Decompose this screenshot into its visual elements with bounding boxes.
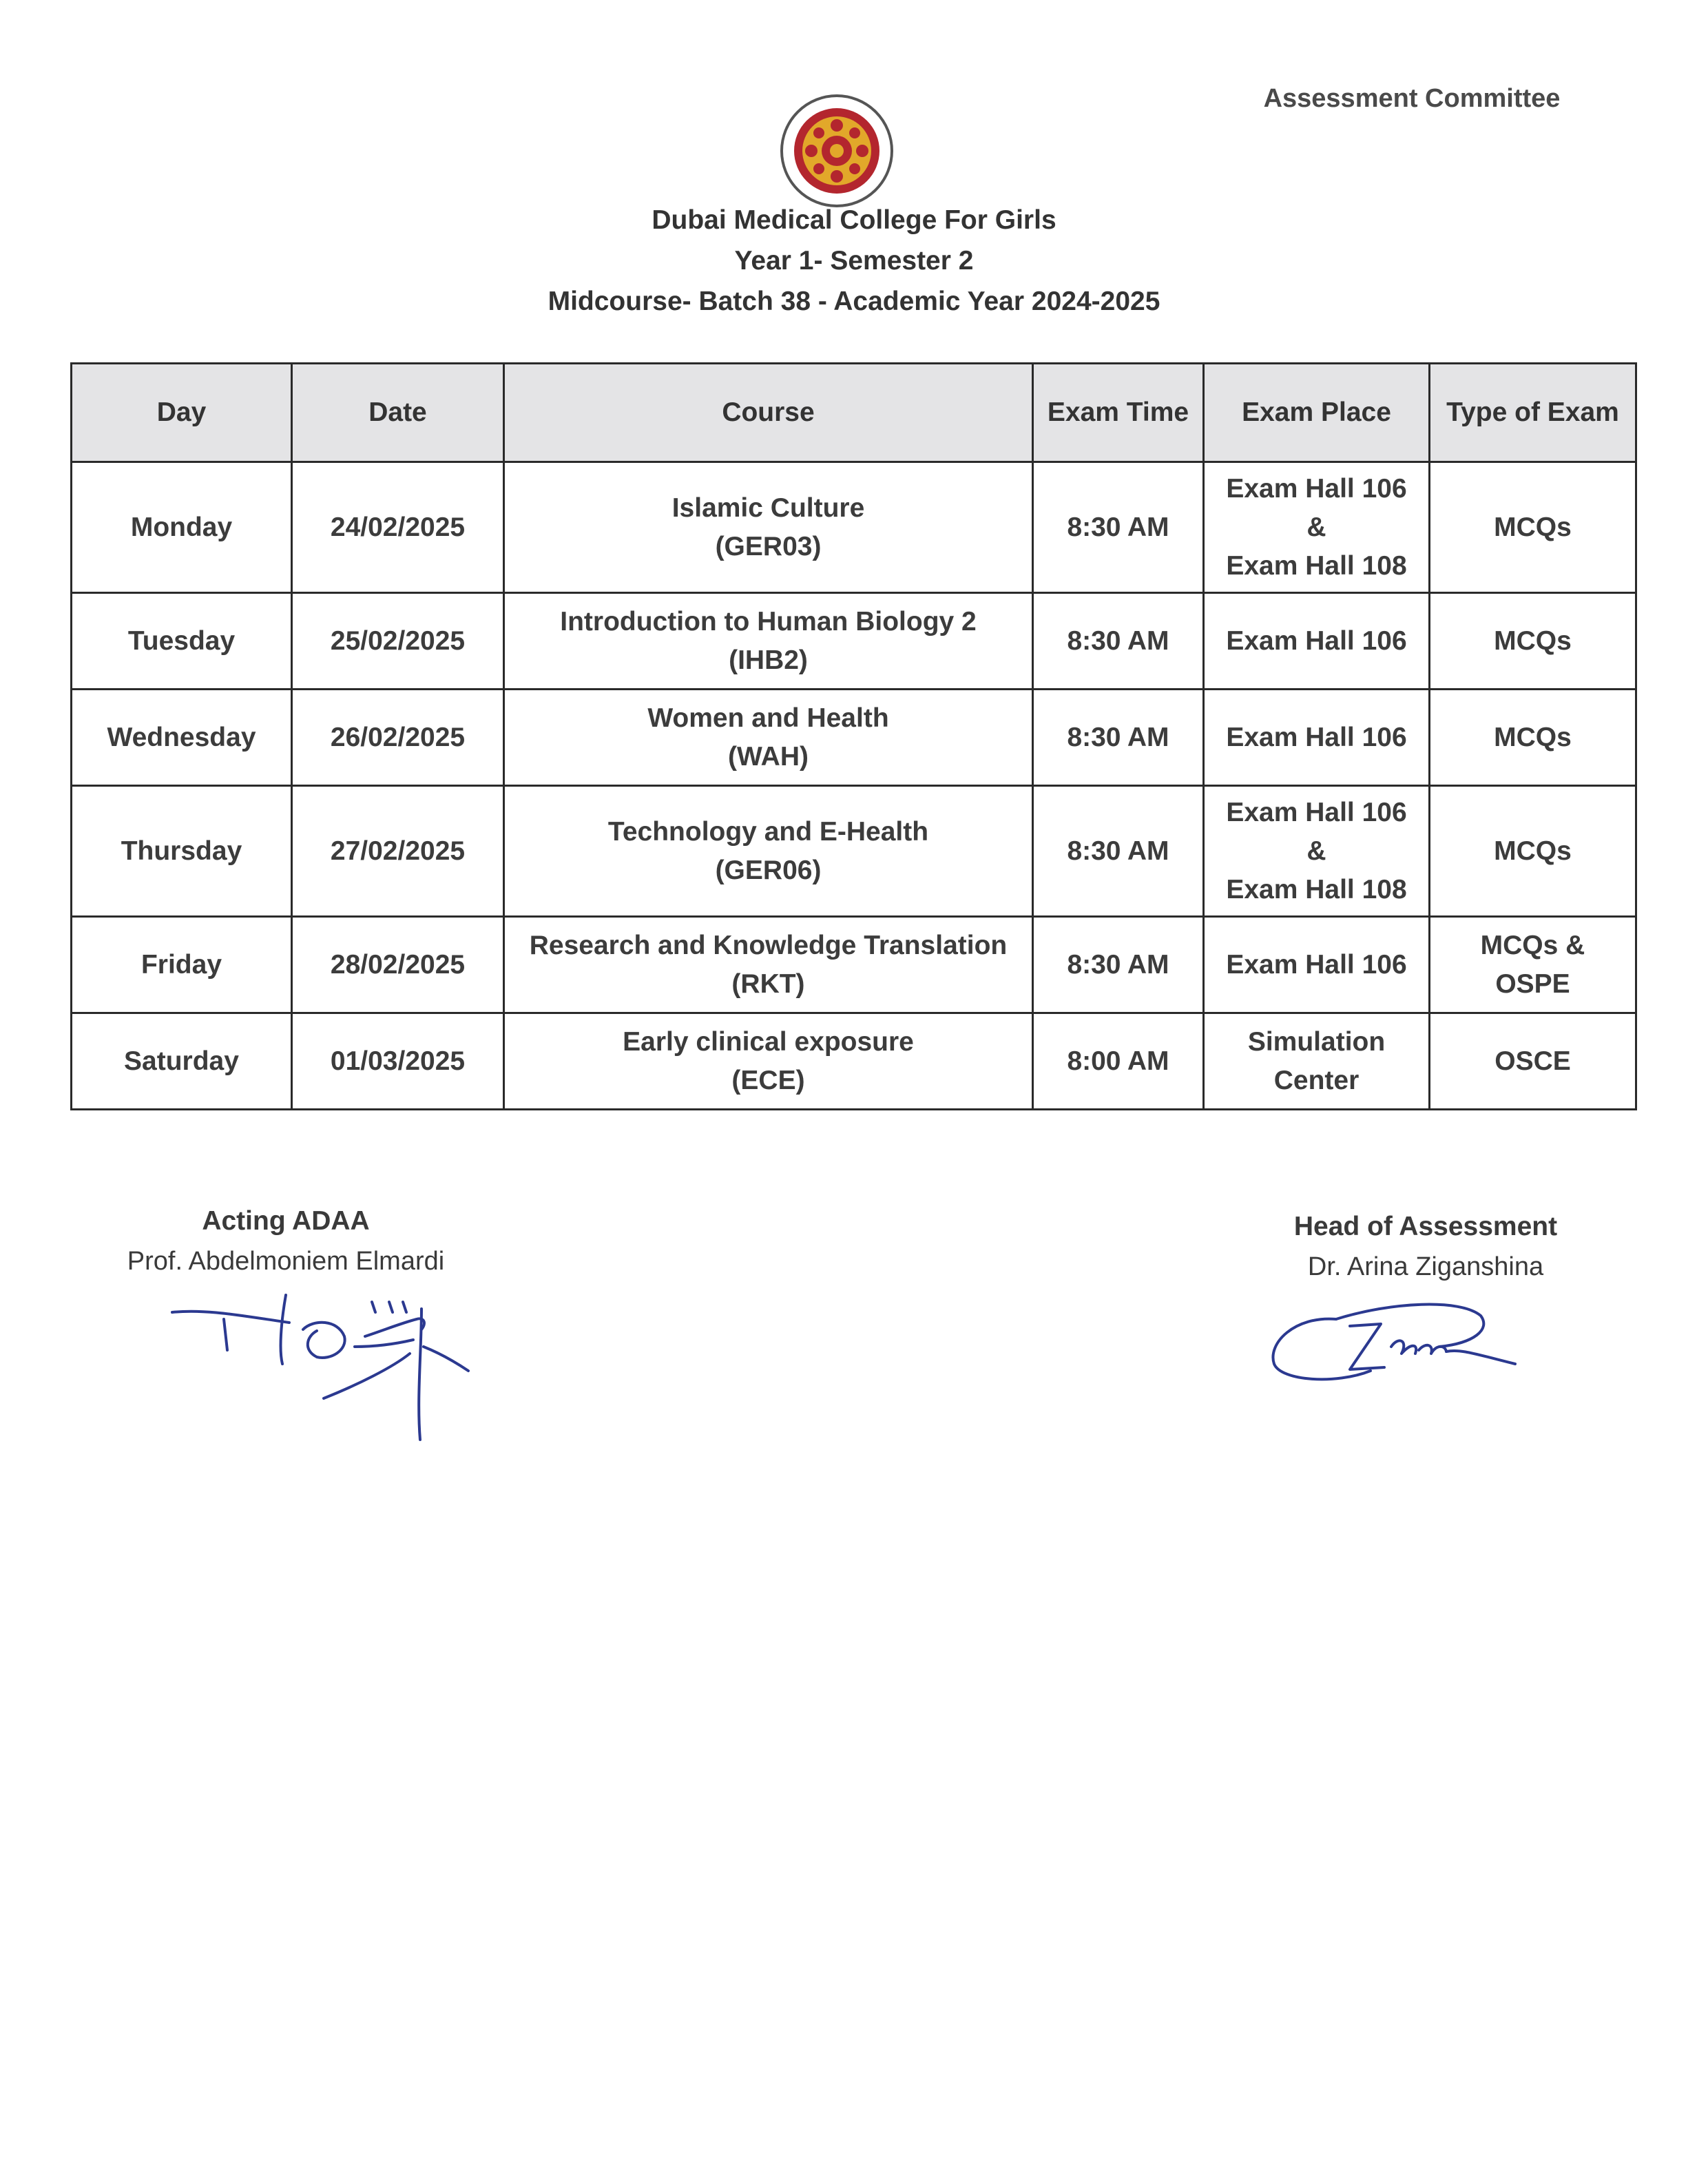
column-header-day: Day bbox=[72, 364, 292, 462]
course-name: Islamic Culture bbox=[671, 493, 865, 523]
place-line: Exam Hall 106 bbox=[1226, 473, 1407, 504]
year-semester: Year 1- Semester 2 bbox=[734, 246, 974, 276]
type-line: MCQs bbox=[1494, 722, 1572, 752]
right-signatory bbox=[1233, 1207, 1618, 1287]
day-cell: Thursday bbox=[72, 786, 292, 917]
exam-title: Midcourse- Batch 38 - Academic Year 2024-2025 bbox=[548, 287, 1160, 316]
place-line: Exam Hall 106 bbox=[1226, 949, 1407, 980]
date-cell: 28/02/2025 bbox=[292, 917, 504, 1013]
committee-label: Assessment Committee bbox=[1263, 84, 1561, 113]
college-logo bbox=[778, 92, 895, 209]
place-line: Exam Hall 106 bbox=[1226, 722, 1407, 752]
place-line: Simulation bbox=[1247, 1026, 1386, 1057]
course-name: Introduction to Human Biology 2 bbox=[560, 606, 977, 636]
type-cell bbox=[1430, 917, 1636, 1013]
place-line: & bbox=[1306, 512, 1326, 542]
column-header-course: Course bbox=[504, 364, 1033, 462]
signatory-name: Prof. Abdelmoniem Elmardi bbox=[127, 1247, 445, 1276]
column-header-date: Date bbox=[292, 364, 504, 462]
left-signatory bbox=[90, 1201, 482, 1281]
time-cell: 8:30 AM bbox=[1033, 690, 1204, 786]
course-name: Technology and E-Health bbox=[607, 816, 929, 847]
place-cell bbox=[1204, 462, 1430, 593]
date-cell: 01/03/2025 bbox=[292, 1013, 504, 1110]
time-cell: 8:30 AM bbox=[1033, 462, 1204, 593]
table-row bbox=[72, 462, 1636, 593]
table-header-row bbox=[72, 364, 1636, 462]
course-code: (GER06) bbox=[715, 855, 822, 885]
course-code: (GER03) bbox=[715, 531, 822, 561]
course-cell bbox=[504, 690, 1033, 786]
table-row bbox=[72, 917, 1636, 1013]
type-line: OSPE bbox=[1495, 969, 1570, 999]
course-code: (ECE) bbox=[731, 1065, 805, 1095]
signatory-name: Dr. Arina Ziganshina bbox=[1307, 1252, 1544, 1281]
time-cell: 8:30 AM bbox=[1033, 786, 1204, 917]
place-cell bbox=[1204, 917, 1430, 1013]
course-code: (WAH) bbox=[728, 741, 809, 772]
course-cell bbox=[504, 462, 1033, 593]
table-row bbox=[72, 593, 1636, 690]
course-name: Early clinical exposure bbox=[623, 1026, 914, 1057]
document-titles bbox=[0, 200, 1708, 322]
type-line: MCQs bbox=[1494, 625, 1572, 656]
day-cell: Friday bbox=[72, 917, 292, 1013]
type-cell bbox=[1430, 462, 1636, 593]
time-cell: 8:00 AM bbox=[1033, 1013, 1204, 1110]
day-cell: Monday bbox=[72, 462, 292, 593]
type-line: MCQs bbox=[1494, 836, 1572, 866]
place-line: Exam Hall 108 bbox=[1226, 550, 1407, 581]
course-cell bbox=[504, 593, 1033, 690]
course-cell bbox=[504, 917, 1033, 1013]
table-row bbox=[72, 690, 1636, 786]
course-code: (IHB2) bbox=[729, 645, 808, 675]
type-cell bbox=[1430, 1013, 1636, 1110]
course-cell bbox=[504, 786, 1033, 917]
day-cell: Tuesday bbox=[72, 593, 292, 690]
course-cell bbox=[504, 1013, 1033, 1110]
column-header-exam-place: Exam Place bbox=[1204, 364, 1430, 462]
time-cell: 8:30 AM bbox=[1033, 917, 1204, 1013]
time-cell: 8:30 AM bbox=[1033, 593, 1204, 690]
type-cell bbox=[1430, 593, 1636, 690]
signatory-role: Acting ADAA bbox=[202, 1206, 370, 1236]
place-line: & bbox=[1306, 836, 1326, 866]
place-cell bbox=[1204, 690, 1430, 786]
place-cell bbox=[1204, 1013, 1430, 1110]
column-header-exam-type: Type of Exam bbox=[1430, 364, 1636, 462]
type-cell bbox=[1430, 690, 1636, 786]
date-cell: 26/02/2025 bbox=[292, 690, 504, 786]
left-signature bbox=[165, 1281, 565, 1460]
date-cell: 25/02/2025 bbox=[292, 593, 504, 690]
place-line: Center bbox=[1273, 1065, 1360, 1095]
place-cell bbox=[1204, 593, 1430, 690]
place-cell bbox=[1204, 786, 1430, 917]
date-cell: 24/02/2025 bbox=[292, 462, 504, 593]
day-cell: Saturday bbox=[72, 1013, 292, 1110]
course-name: Women and Health bbox=[647, 703, 889, 733]
place-line: Exam Hall 108 bbox=[1226, 874, 1407, 904]
course-code: (RKT) bbox=[731, 969, 805, 999]
type-line: MCQs & bbox=[1480, 930, 1585, 960]
place-line: Exam Hall 106 bbox=[1226, 625, 1407, 656]
right-signature bbox=[1253, 1288, 1543, 1405]
type-cell bbox=[1430, 786, 1636, 917]
place-line: Exam Hall 106 bbox=[1226, 797, 1407, 827]
day-cell: Wednesday bbox=[72, 690, 292, 786]
type-line: MCQs bbox=[1494, 512, 1572, 542]
signatory-role: Head of Assessment bbox=[1293, 1212, 1558, 1241]
college-name: Dubai Medical College For Girls bbox=[652, 205, 1056, 235]
column-header-exam-time: Exam Time bbox=[1033, 364, 1204, 462]
table-row bbox=[72, 1013, 1636, 1110]
date-cell: 27/02/2025 bbox=[292, 786, 504, 917]
table-row bbox=[72, 786, 1636, 917]
type-line: OSCE bbox=[1494, 1046, 1571, 1076]
course-name: Research and Knowledge Translation bbox=[529, 930, 1008, 960]
exam-schedule-table bbox=[70, 362, 1637, 1110]
